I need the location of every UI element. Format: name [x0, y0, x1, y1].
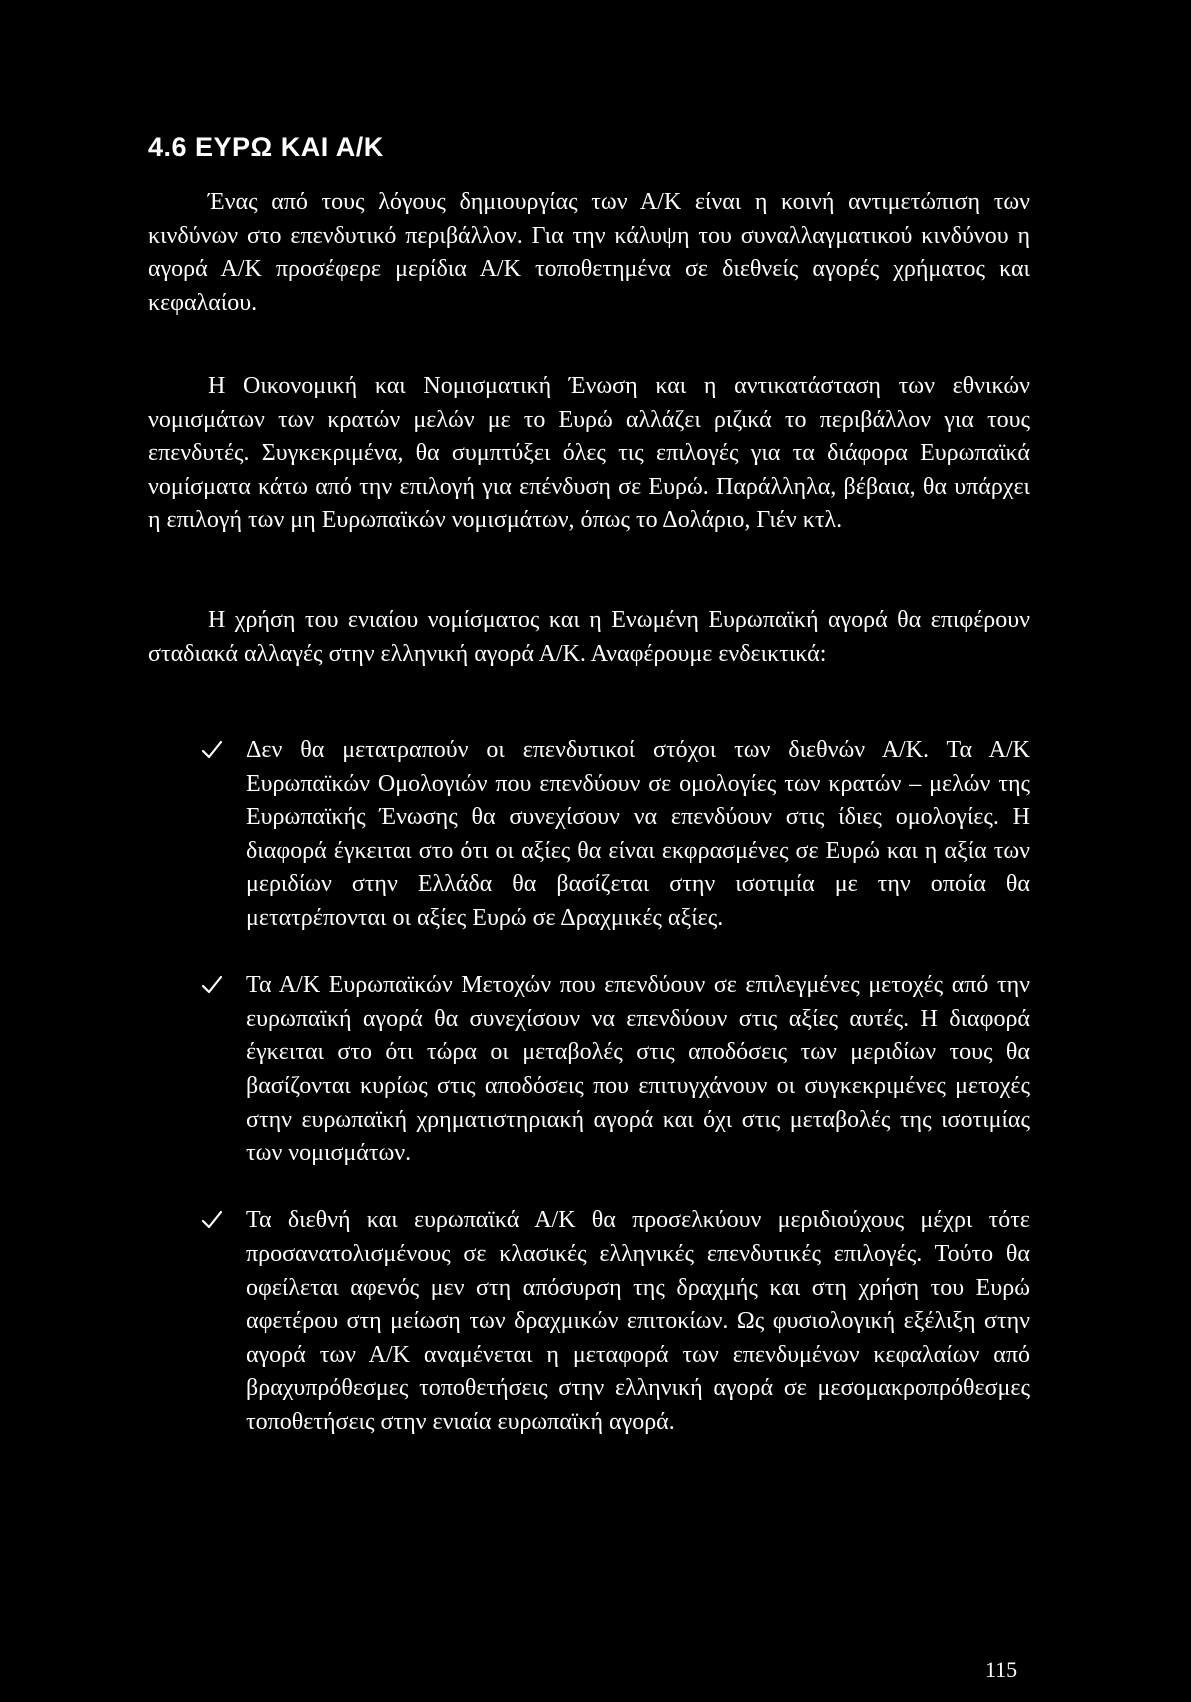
paragraph-emu: Η Οικονομική και Νομισματική Ένωση και η αντικατάσταση των εθνικών νομισμάτων των κρατών μελών με το Ευρώ αλλάζει ριζικά το περιβάλλον για τους επενδυτές. Συγκεκριμένα, θα συμπτύξει όλες τις επιλογές για τα διάφορα Ευρωπαϊκά νομίσματα κάτω από την επιλογή για επένδυση σε Ευρώ. Παράλληλα, βέβαια, θα υπάρχει η επιλογή των μη Ευρωπαϊκών νομισμάτων, όπως το Δολάριο, Γιέν κτλ.: [148, 373, 1030, 534]
bullet-item: [200, 1204, 1030, 1439]
paragraph-changes: Η χρήση του ενιαίου νομίσματος και η Ενωμένη Ευρωπαϊκή αγορά θα επιφέρουν σταδιακά αλλαγές στην ελληνική αγορά Α/Κ. Αναφέρουμε ενδεικτικά:: [148, 607, 1030, 667]
bullet-list: [200, 734, 1030, 1473]
check-icon: [200, 973, 224, 997]
section-heading: 4.6 ΕΥΡΩ ΚΑΙ Α/Κ: [148, 132, 384, 162]
paragraph-intro: Ένας από τους λόγους δημιουργίας των Α/Κ είναι η κοινή αντιμετώπιση των κινδύνων στο επενδυτικό περιβάλλον. Για την κάλυψη του συναλλαγματικού κινδύνου η αγορά Α/Κ προσέφερε μερίδια Α/Κ τοποθετημένα σε διεθνείς αγορές χρήματος και κεφαλαίου.: [148, 189, 1030, 316]
check-icon: [200, 1208, 224, 1232]
check-icon: [200, 738, 224, 762]
bullet-text: Τα διεθνή και ευρωπαϊκά Α/Κ θα προσελκύουν μεριδιούχους μέχρι τότε προσανατολισμένους σε κλασικές ελληνικές επενδυτικές επιλογές. Τούτο θα οφείλεται αφενός μεν στη απόσυρση της δραχμής και στη χρήση του Ευρώ αφετέρου στη μείωση των δραχμικών επιτοκίων. Ως φυσιολογική εξέλιξη στην αγορά των Α/Κ αναμένεται η μεταφορά των επενδυμένων κεφαλαίων από βραχυπρόθεσμες τοποθετήσεις στην ελληνική αγορά σε μεσομακροπρόθεσμες τοποθετήσεις στην ενιαία ευρωπαϊκή αγορά.: [246, 1207, 1030, 1435]
bullet-item: [200, 734, 1030, 936]
bullet-item: [200, 969, 1030, 1171]
bullet-text: Δεν θα μετατραπούν οι επενδυτικοί στόχοι των διεθνών Α/Κ. Τα Α/Κ Ευρωπαϊκών Ομολογιών που επενδύουν σε ομολογίες των κρατών – μελών της Ευρωπαϊκής Ένωσης θα συνεχίσουν να επενδύουν στις ίδιες ομολογίες. Η διαφορά έγκειται στο ότι οι αξίες θα είναι εκφρασμένες σε Ευρώ και η αξία των μεριδίων στην Ελλάδα θα βασίζεται στην ισοτιμία με την οποία θα μετατρέπονται οι αξίες Ευρώ σε Δραχμικές αξίες.: [246, 737, 1030, 931]
page-number: 115: [985, 1657, 1018, 1682]
bullet-text: Τα Α/Κ Ευρωπαϊκών Μετοχών που επενδύουν σε επιλεγμένες μετοχές από την ευρωπαϊκή αγορά θα συνεχίσουν να επενδύουν στις αξίες αυτές. Η διαφορά έγκειται στο ότι τώρα οι μεταβολές στις αποδόσεις των μεριδίων τους θα βασίζονται κυρίως στις αποδόσεις που επιτυγχάνουν οι συγκεκριμένες μετοχές στην ευρωπαϊκή χρηματιστηριακή αγορά και όχι στις μεταβολές της ισοτιμίας των νομισμάτων.: [246, 972, 1030, 1167]
